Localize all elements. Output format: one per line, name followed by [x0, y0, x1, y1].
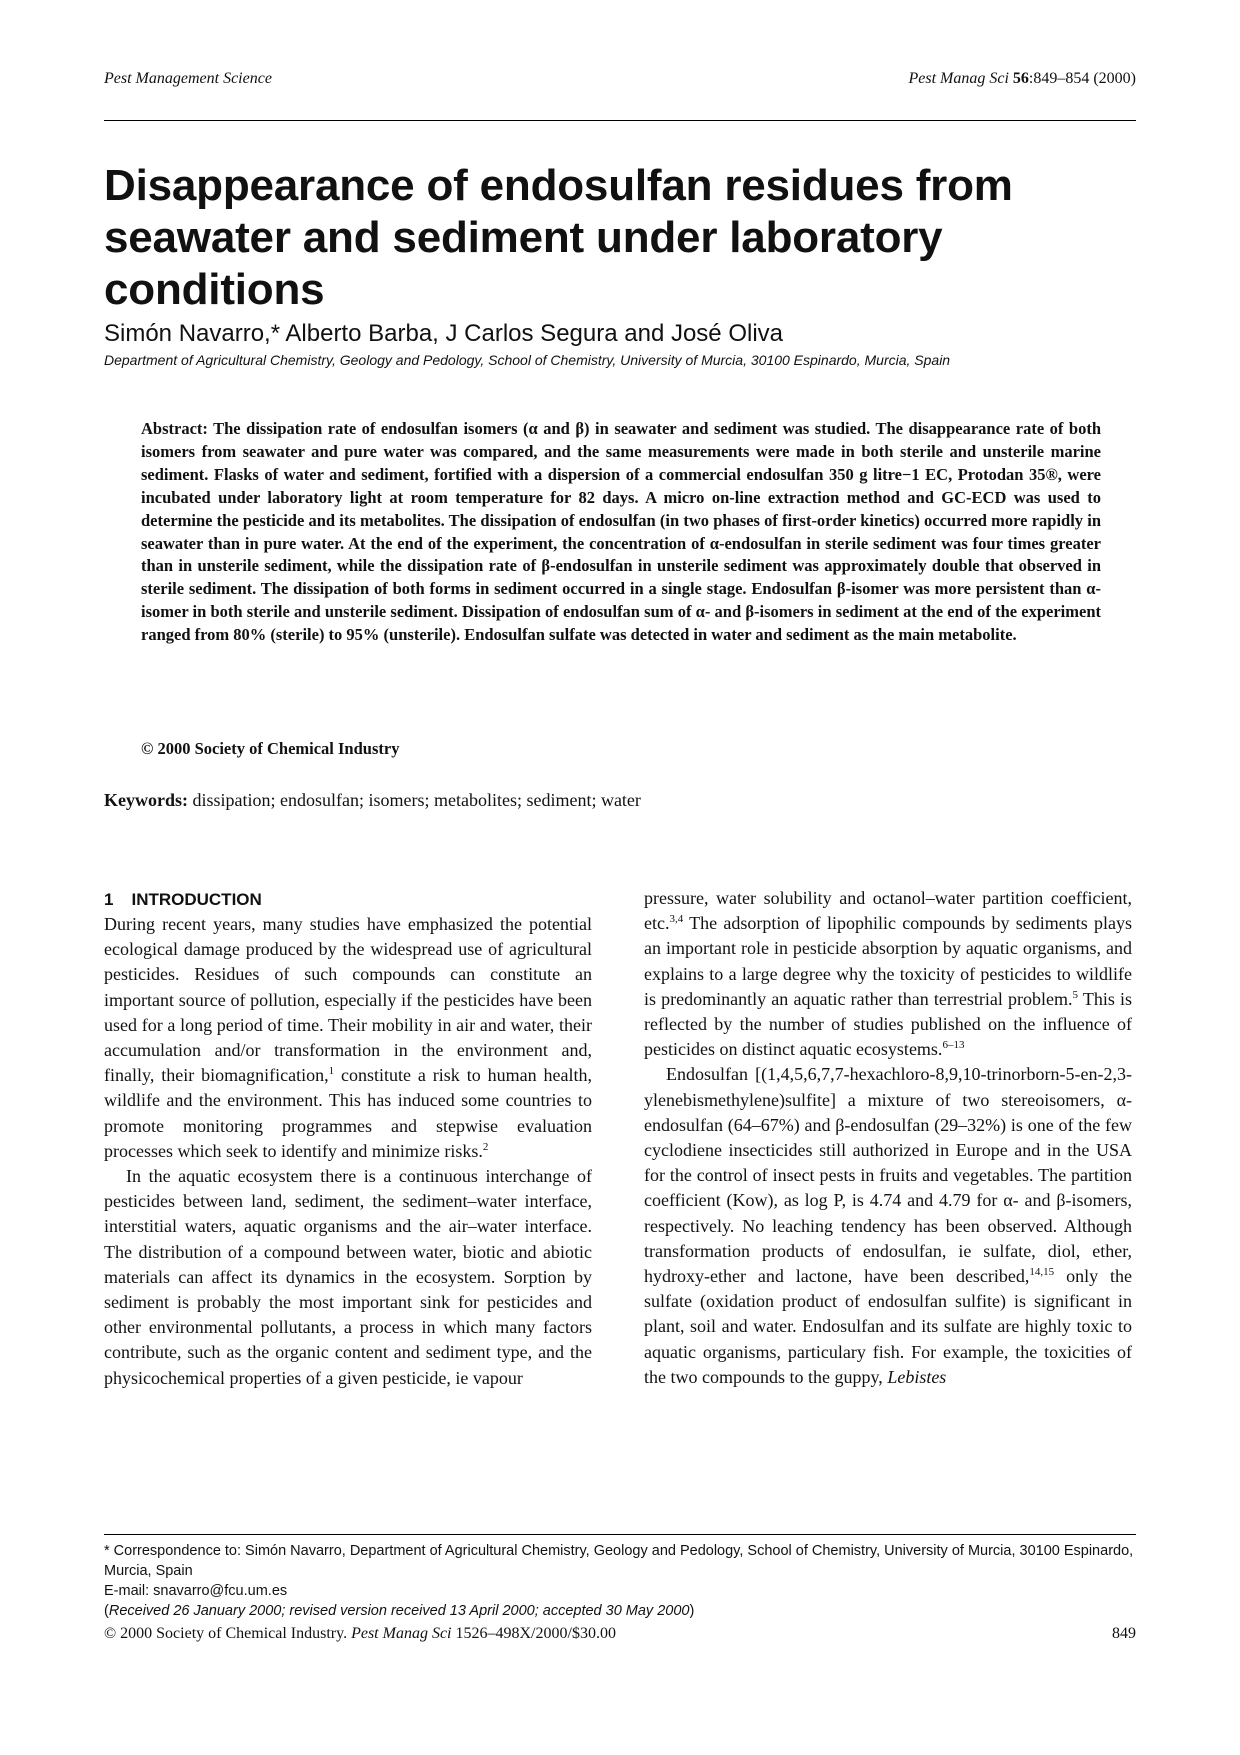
reference: 1	[328, 1065, 335, 1078]
paragraph: pressure, water solubility and octanol–water partition coefficient, etc.$^{3,4}$ The adsorption of lipophilic compounds by sediments plays an important role in pesticide absorption by aquatic organisms, and explains to a large degree why the toxicity of pesticides to wildlife is predominantly an aquatic rather than terrestrial problem.$^5$ This is reflected by the number of studies published on the influence of pesticides on distinct aquatic ecosystems.$^{6-13}$	[644, 888, 1133, 1060]
affiliation: Department of Agricultural Chemistry, Geology and Pedology, School of Chemistry, University of Murcia, 30100 Espinardo, Murcia, Spain	[104, 352, 951, 368]
keywords	[104, 790, 641, 811]
footnote-rule	[104, 1534, 1136, 1535]
header-rule	[104, 120, 1136, 121]
section-number: 1	[104, 890, 114, 909]
paragraph: Endosulfan [(1,4,5,6,7,7-hexachloro-8,9,10-trinorborn-5-en-2,3-ylenebismethylene)sulfite] a mixture of two stereoisomers, α-endosulfan (64–67%) and β-endosulfan (29–32%) is one of the few cyclodiene insecticides still authorized in Europe and in the USA for the control of insect pests in fruits and vegetables. The partition coefficient (Kow), as log P, is 4.74 and 4.79 for α- and β-isomers, respectively. No leaching tendency has been observed. Although transformation products of endosulfan, ie sulfate, diol, ether, hydroxy-ether and lactone, have been described,$^{14,15}$ only the sulfate (oxidation product of endosulfan sulfite) is significant in plant, soil and water. Endosulfan and its sulfate are highly toxic to aquatic organisms, particulary fish. For example, the toxicities of the two compounds to the guppy, Lebistes	[644, 1064, 1132, 1387]
keywords-text: dissipation; endosulfan; isomers; metabolites; sediment; water	[192, 790, 641, 810]
abstract	[141, 418, 1101, 647]
paragraph: In the aquatic ecosystem there is a continuous interchange of pesticides between land, sediment, the sediment–water interface, interstitial waters, aquatic organisms and the air–water interface. The distribution of a compound between water, biotic and abiotic materials can affect its dynamics in the ecosystem. Sorption by sediment is probably the most important sink for pesticides and other environmental pollutants, a process in which many factors contribute, such as the organic content and sediment type, and the physicochemical properties of a given pesticide, ie vapour	[104, 1166, 592, 1388]
right-column	[644, 886, 1132, 1390]
reference: 3,4	[669, 913, 684, 926]
abstract-label: Abstract:	[141, 419, 208, 438]
section-title: INTRODUCTION	[131, 890, 262, 909]
paragraph: During recent years, many studies have emphasized the potential ecological damage produced by the widespread use of agricultural pesticides. Residues of such compounds can constitute an important source of pollution, especially if the pesticides have been used for a long period of time. Their mobility in air and water, their accumulation and/or transformation in the environment and, finally, their biomagnification,$^1$ constitute a risk to human health, wildlife and the environment. This has induced some countries to promote monitoring programmes and stepwise evaluation processes which seek to identify and minimize risks.$^2$	[104, 914, 592, 1161]
volume: 56	[1012, 70, 1029, 87]
footer-copyright: © 2000 Society of Chemical Industry. Pest Manag Sci 1526–498X/2000/$30.00	[104, 1625, 616, 1642]
running-head	[104, 70, 1136, 94]
left-column	[104, 888, 592, 1391]
abstract-copyright: © 2000 Society of Chemical Industry	[141, 739, 400, 758]
reference: 6–13	[942, 1039, 965, 1052]
received-note: (Received 26 January 2000; revised version received 13 April 2000; accepted 30 May 2000)	[104, 1603, 695, 1619]
abstract-text: The dissipation rate of endosulfan isomers (α and β) in seawater and sediment was studied. The disappearance rate of both isomers from seawater and pure water was compared, and the same measurements were made in both sterile and unsterile marine sediment. Flasks of water and sediment, fortified with a dispersion of a commercial endosulfan 350 g litre−1 EC, Protodan 35®, were incubated under laboratory light at room temperature for 82 days. A micro on-line extraction method and GC-ECD was used to determine the pesticide and its metabolites. The dissipation of endosulfan (in two phases of first-order kinetics) occurred more rapidly in seawater than in pure water. At the end of the experiment, the concentration of α-endosulfan in sterile sediment was four times greater than in unsterile sediment, while the dissipation rate of β-endosulfan in unsterile sediment was approximately double that observed in sterile sediment. The dissipation of both forms in sediment occurred in a single stage. Endosulfan β-isomer was more persistent than α-isomer in both sterile and unsterile sediment. Dissipation of endosulfan sum of α- and β-isomers in sediment at the end of the experiment ranged from 80% (sterile) to 95% (unsterile). Endosulfan sulfate was detected in water and sediment as the main metabolite.	[141, 419, 1101, 645]
footnotes	[104, 1541, 1134, 1621]
authors: Simón Navarro,* Alberto Barba, J Carlos Segura and José Oliva	[104, 320, 783, 347]
reference: 14,15	[1029, 1266, 1055, 1279]
reference: 5	[1072, 988, 1078, 1001]
email-note: E-mail: snavarro@fcu.um.es	[104, 1583, 288, 1599]
journal-name: Pest Management Science	[104, 70, 272, 87]
reference: 2	[482, 1140, 489, 1153]
section-heading	[104, 888, 592, 912]
page-number: 849	[1112, 1625, 1136, 1642]
citation: Pest Manag Sci 56:849–854 (2000)	[908, 70, 1136, 87]
article-title: Disappearance of endosulfan residues from seawater and sediment under laboratory conditions	[104, 161, 1013, 314]
keywords-label: Keywords:	[104, 790, 188, 810]
correspondence-note: * Correspondence to: Simón Navarro, Department of Agricultural Chemistry, Geology and Pedology, School of Chemistry, University of Murcia, 30100 Espinardo, Murcia, Spain	[104, 1543, 1134, 1579]
